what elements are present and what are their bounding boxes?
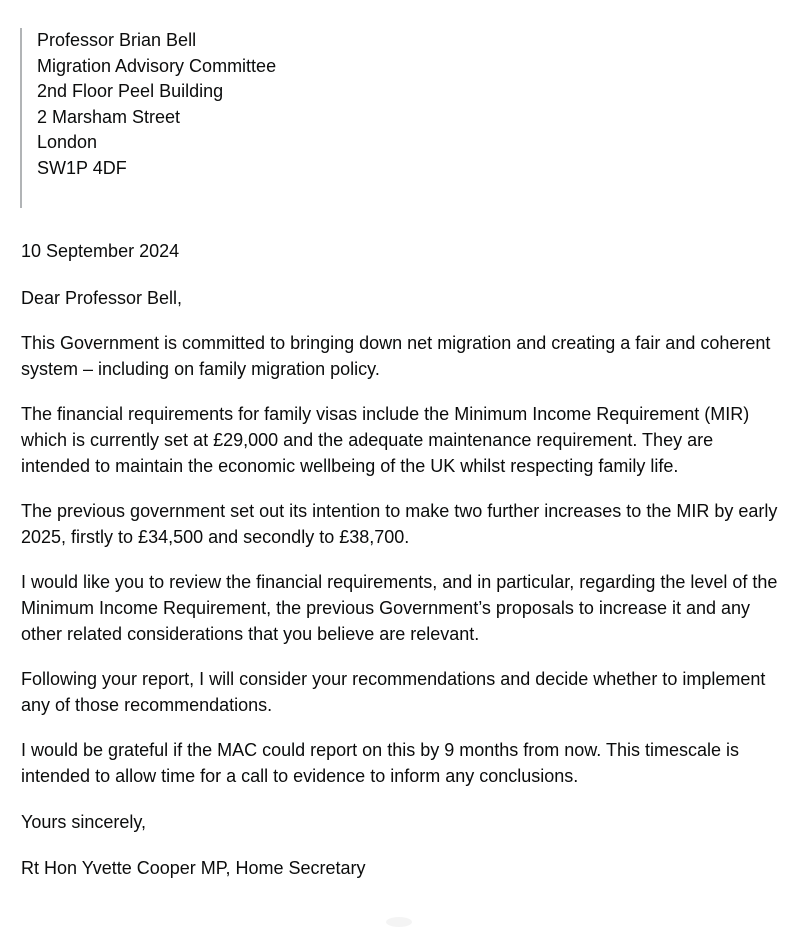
address-line-building: 2nd Floor Peel Building <box>37 81 224 102</box>
watermark-mark <box>386 917 412 927</box>
address-line-city: London <box>37 132 98 153</box>
letter-date: 10 September 2024 <box>21 241 180 261</box>
address-line-name: Professor Brian Bell <box>37 30 197 50</box>
letter-salutation: Dear Professor Bell, <box>21 287 183 308</box>
paragraph-financial-requirements: The financial requirements for family visas include the Minimum Income Requirement (MIR) which is currently set at £29,000 and the adequate maintenance requirement. They are intended to maintain the economic wellbeing of the UK whilst respecting family life. <box>21 404 750 476</box>
recipient-address <box>20 28 437 208</box>
address-line-organisation: Migration Advisory Committee <box>37 55 277 76</box>
paragraph-previous-government: The previous government set out its intention to make two further increases to the MIR by early 2025, firstly to £34,500 and secondly to £38,700. <box>21 501 778 547</box>
paragraph-following-report: Following your report, I will consider your recommendations and decide whether to implement any of those recommendations. <box>21 669 766 715</box>
letter-closing: Yours sincerely, <box>21 811 147 832</box>
letter-body <box>21 239 781 882</box>
letter-signature: Rt Hon Yvette Cooper MP, Home Secretary <box>21 858 366 879</box>
paragraph-commitment: This Government is committed to bringing down net migration and creating a fair and coherent system – including on family migration policy. <box>21 333 771 379</box>
address-line-street: 2 Marsham Street <box>37 106 181 127</box>
paragraph-timescale: I would be grateful if the MAC could report on this by 9 months from now. This timescale is intended to allow time for a call to evidence to inform any conclusions. <box>21 740 739 786</box>
address-line-postcode: SW1P 4DF <box>37 157 127 178</box>
paragraph-review-request: I would like you to review the financial requirements, and in particular, regarding the level of the Minimum Income Requirement, the previous Government’s proposals to increase it and any other related considerations that you believe are relevant. <box>21 572 778 644</box>
